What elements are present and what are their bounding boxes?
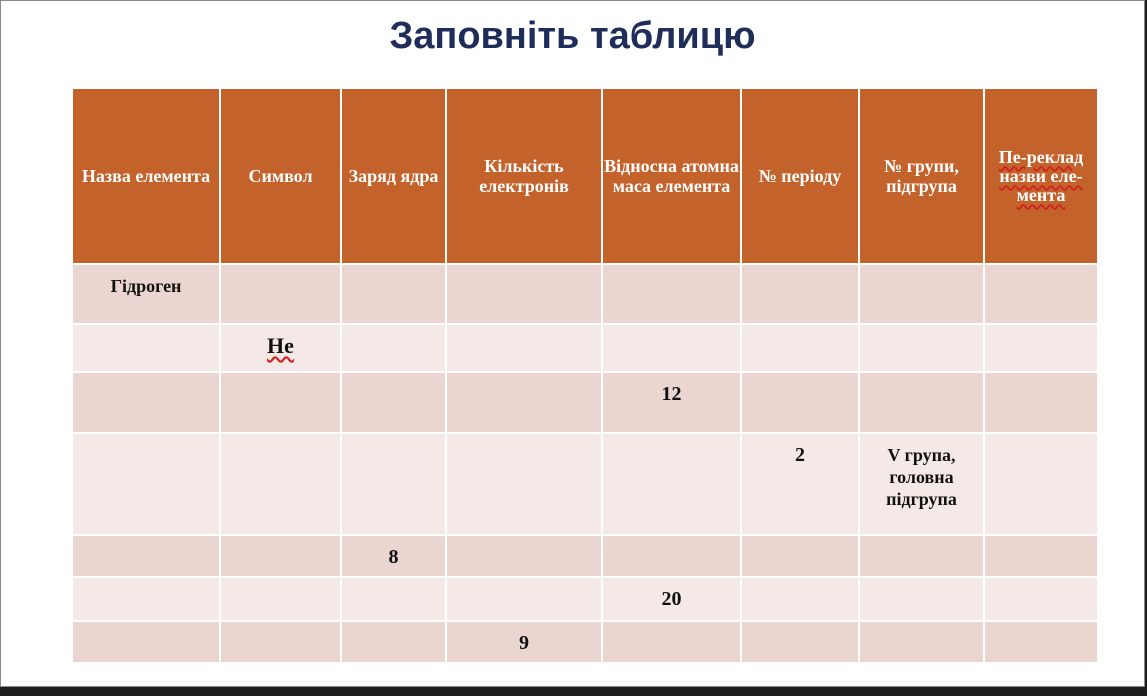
table-cell[interactable]: Гідроген — [72, 264, 220, 324]
table-row — [72, 577, 1098, 621]
table-cell[interactable] — [741, 577, 859, 621]
table-cell[interactable] — [220, 535, 341, 577]
table-cell[interactable] — [341, 621, 446, 663]
table-cell[interactable] — [72, 577, 220, 621]
table-cell[interactable]: 20 — [602, 577, 741, 621]
table-row — [72, 535, 1098, 577]
table-cell[interactable] — [341, 264, 446, 324]
table-cell[interactable] — [220, 577, 341, 621]
slide-title: Заповніть таблицю — [389, 15, 756, 57]
table-cell[interactable]: 8 — [341, 535, 446, 577]
header-translation: Пе-реклад назви еле-мента — [984, 88, 1098, 264]
table-cell[interactable] — [446, 433, 602, 535]
header-atomic-mass: Відносна атомна маса елемента — [602, 88, 741, 264]
header-symbol: Символ — [220, 88, 341, 264]
table-cell[interactable]: He — [220, 324, 341, 372]
table-cell[interactable] — [341, 372, 446, 433]
table-cell[interactable] — [602, 264, 741, 324]
table-row — [72, 324, 1098, 372]
header-element-name: Назва елемента — [72, 88, 220, 264]
table-cell[interactable]: V група, головна підгрупа — [859, 433, 984, 535]
table-cell[interactable] — [741, 621, 859, 663]
table-row — [72, 264, 1098, 324]
table-cell[interactable] — [984, 621, 1098, 663]
table-row — [72, 621, 1098, 663]
table-cell[interactable] — [859, 535, 984, 577]
table-cell[interactable] — [984, 372, 1098, 433]
table-cell[interactable]: 2 — [741, 433, 859, 535]
table-cell[interactable] — [220, 433, 341, 535]
table-cell[interactable] — [72, 433, 220, 535]
table-row — [72, 433, 1098, 535]
header-period: № періоду — [741, 88, 859, 264]
table-cell[interactable]: 12 — [602, 372, 741, 433]
table-cell[interactable] — [602, 324, 741, 372]
table-cell[interactable] — [859, 324, 984, 372]
table-cell[interactable] — [602, 433, 741, 535]
table-cell[interactable] — [984, 535, 1098, 577]
table-cell[interactable] — [602, 535, 741, 577]
element-table — [71, 87, 1099, 664]
table-cell[interactable] — [602, 621, 741, 663]
table-cell[interactable] — [741, 535, 859, 577]
table-cell[interactable]: 9 — [446, 621, 602, 663]
header-group: № групи, підгрупа — [859, 88, 984, 264]
table-cell[interactable] — [859, 621, 984, 663]
table-cell[interactable] — [741, 372, 859, 433]
header-nuclear-charge: Заряд ядра — [341, 88, 446, 264]
table-cell[interactable] — [341, 433, 446, 535]
table-cell[interactable] — [446, 372, 602, 433]
table-cell[interactable] — [72, 535, 220, 577]
table-cell[interactable] — [72, 621, 220, 663]
table-row — [72, 372, 1098, 433]
table-cell[interactable] — [984, 324, 1098, 372]
table-cell[interactable] — [220, 372, 341, 433]
table-cell[interactable] — [446, 264, 602, 324]
table-cell[interactable] — [341, 324, 446, 372]
table-cell[interactable] — [741, 264, 859, 324]
table-cell[interactable] — [446, 324, 602, 372]
table-cell[interactable] — [446, 577, 602, 621]
table-cell[interactable] — [984, 433, 1098, 535]
table-cell[interactable] — [859, 577, 984, 621]
header-electron-count: Кількість електронів — [446, 88, 602, 264]
table-cell[interactable] — [341, 577, 446, 621]
table-cell[interactable] — [984, 577, 1098, 621]
table-cell[interactable] — [220, 621, 341, 663]
table-header-row — [72, 88, 1098, 264]
table-cell[interactable] — [984, 264, 1098, 324]
table-cell[interactable] — [72, 324, 220, 372]
table-cell[interactable] — [220, 264, 341, 324]
table-cell[interactable] — [859, 372, 984, 433]
table-cell[interactable] — [72, 372, 220, 433]
table-cell[interactable] — [859, 264, 984, 324]
table-cell[interactable] — [446, 535, 602, 577]
table-cell[interactable] — [741, 324, 859, 372]
